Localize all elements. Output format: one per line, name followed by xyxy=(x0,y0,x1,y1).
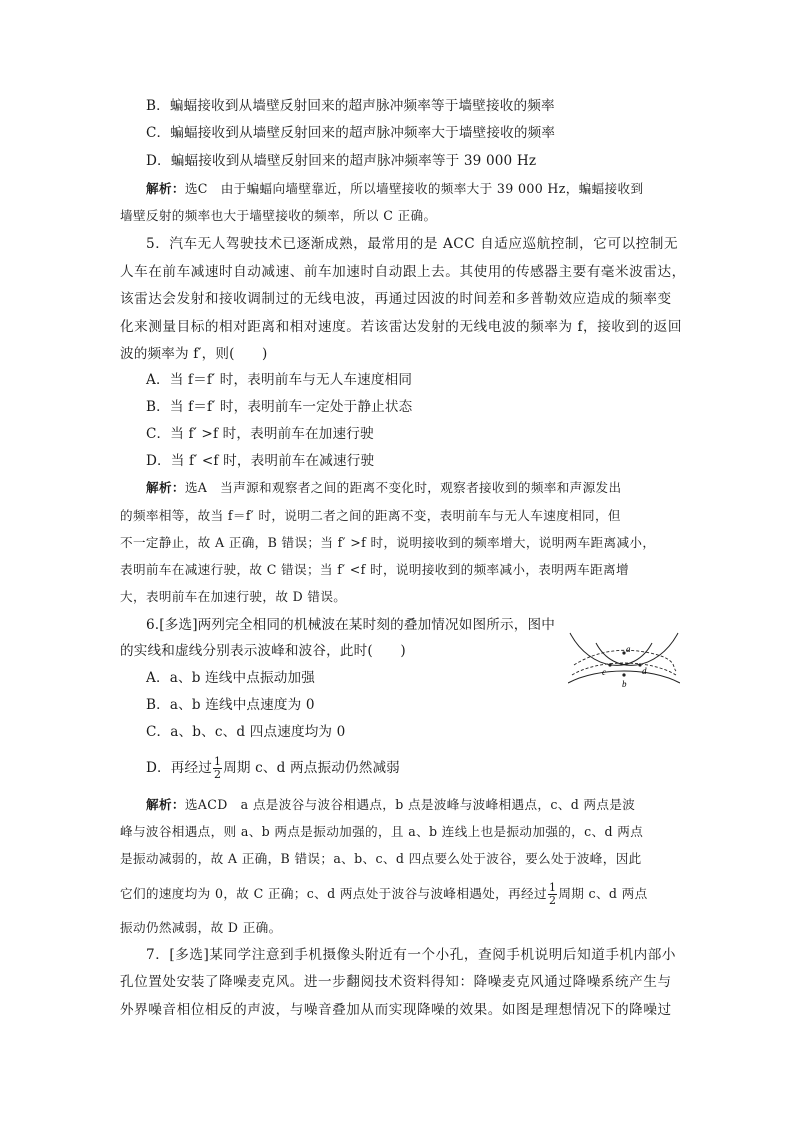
q4-option-d: D．蝙蝠接收到从墙壁反射回来的超声脉冲频率等于 39 000 Hz xyxy=(146,153,537,169)
point-d-label: d xyxy=(642,666,647,676)
q5-stem-line-3: 该雷达会发射和接收调制过的无线电波，再通过因波的时间差和多普勒效应造成的频率变 xyxy=(120,291,672,307)
fraction-one-half: $\frac{1}{2}$ xyxy=(548,881,557,907)
q5-option-d: D．当 f′ <f 时，表明前车在减速行驶 xyxy=(146,453,375,469)
q6-option-b: B．a、b 连线中点速度为 0 xyxy=(146,697,315,713)
q5-stem-line-5: 波的频率为 f′，则( ) xyxy=(120,346,268,362)
q5-stem-line-4: 化来测量目标的相对距离和相对速度。若该雷达发射的无线电波的频率为 f，接收到的返回 xyxy=(120,319,683,335)
solution-label: 解析： xyxy=(146,797,185,812)
q6-option-d: D．再经过 $\frac{1}{2}$ 周期 c、d 两点振动仍然减弱 xyxy=(146,755,400,781)
fraction-one-half: $\frac{1}{2}$ xyxy=(214,755,222,781)
q5-stem-line-2: 人车在前车减速时自动减速、前车加速时自动跟上去。其使用的传感器主要有毫米波雷达， xyxy=(120,264,686,280)
crest-line-right xyxy=(596,633,678,665)
solution-label: 解析： xyxy=(146,181,185,196)
point-b-dot xyxy=(622,673,625,676)
q6-solution-line-4: 它们的速度均为 0，故 C 正确；c、d 两点处于波谷与波峰相遇处，再经过 $\frac{1}{2}$ 周期 c、d 两点 xyxy=(120,881,648,907)
point-c-dot xyxy=(608,663,611,666)
q4-option-b: B．蝙蝠接收到从墙壁反射回来的超声脉冲频率等于墙壁接收的频率 xyxy=(146,98,555,114)
q4-solution-line-1: 解析：选C 由于蝙蝠向墙壁靠近，所以墙壁接收的频率大于 39 000 Hz，蝙蝠接收到 xyxy=(146,181,644,196)
q6-solution-line-1: 解析：选ACD a 点是波谷与波谷相遇点，b 点是波峰与波峰相遇点，c、d 两点是波 xyxy=(146,797,636,812)
q5-solution-line-3: 不一定静止，故 A 正确，B 错误；当 f′ >f 时，说明接收到的频率增大，说明两车距离减小， xyxy=(120,535,656,550)
solution-label: 解析： xyxy=(146,480,185,495)
q5-solution-line-4: 表明前车在减速行驶，故 C 错误；当 f′ <f 时，说明接收到的频率减小，表明两车距离增 xyxy=(120,562,629,577)
q6-solution-line-2: 峰与波谷相遇点，则 a、b 两点是振动加强的，且 a、b 连线上也是振动加强的，c、d 两点 xyxy=(120,824,644,839)
q7-stem-line-2: 孔位置处安装了降噪麦克风。进一步翻阅技术资料得知：降噪麦克风通过降噪系统产生与 xyxy=(120,974,672,990)
point-a-label: a xyxy=(626,644,631,654)
q5-solution-line-5: 大，表明前车在加速行驶，故 D 错误。 xyxy=(120,589,347,604)
q5-option-c: C．当 f′ >f 时，表明前车在加速行驶 xyxy=(146,426,374,442)
q6-solution-line-5: 振动仍然减弱，故 D 正确。 xyxy=(120,920,282,935)
point-c-label: c xyxy=(602,667,606,677)
q6-option-a: A．a、b 连线中点振动加强 xyxy=(146,670,315,686)
q6-stem-line-1: 6.[多选]两列完全相同的机械波在某时刻的叠加情况如图所示，图中 xyxy=(146,617,555,633)
q7-stem-line-3: 外界噪音相位相反的声波，与噪音叠加从而实现降噪的效果。如图是理想情况下的降噪过 xyxy=(120,1002,672,1018)
q5-solution-line-1: 解析：选A 当声源和观察者之间的距离不变化时，观察者接收到的频率和声源发出 xyxy=(146,480,622,495)
point-b-label: b xyxy=(622,679,627,689)
q7-stem-line-1: 7．[多选]某同学注意到手机摄像头附近有一个小孔，查阅手机说明后知道手机内部小 xyxy=(146,947,677,963)
q5-option-a: A．当 f＝f′ 时，表明前车与无人车速度相同 xyxy=(146,372,413,388)
crest-line-left xyxy=(570,633,652,665)
q5-stem-line-1: 5．汽车无人驾驶技术已逐渐成熟，最常用的是 ACC 自适应巡航控制，它可以控制无 xyxy=(146,236,679,252)
wave-superposition-figure xyxy=(568,625,680,691)
q5-option-b: B．当 f＝f′ 时，表明前车一定处于静止状态 xyxy=(146,399,413,415)
q5-solution-line-2: 的频率相等，故当 f＝f′ 时，说明二者之间的距离不变，表明前车与无人车速度相同，但 xyxy=(120,508,621,523)
q4-solution-line-2: 墙壁反射的频率也大于墙壁接收的频率，所以 C 正确。 xyxy=(120,208,437,223)
q6-stem-line-2: 的实线和虚线分别表示波峰和波谷，此时( ) xyxy=(120,643,406,659)
q6-option-c: C．a、b、c、d 四点速度均为 0 xyxy=(146,724,346,740)
q4-option-c: C．蝙蝠接收到从墙壁反射回来的超声脉冲频率大于墙壁接收的频率 xyxy=(146,125,556,141)
q6-solution-line-3: 是振动减弱的，故 A 正确，B 错误；a、b、c、d 四点要么处于波谷，要么处于波峰，因此 xyxy=(120,851,642,866)
